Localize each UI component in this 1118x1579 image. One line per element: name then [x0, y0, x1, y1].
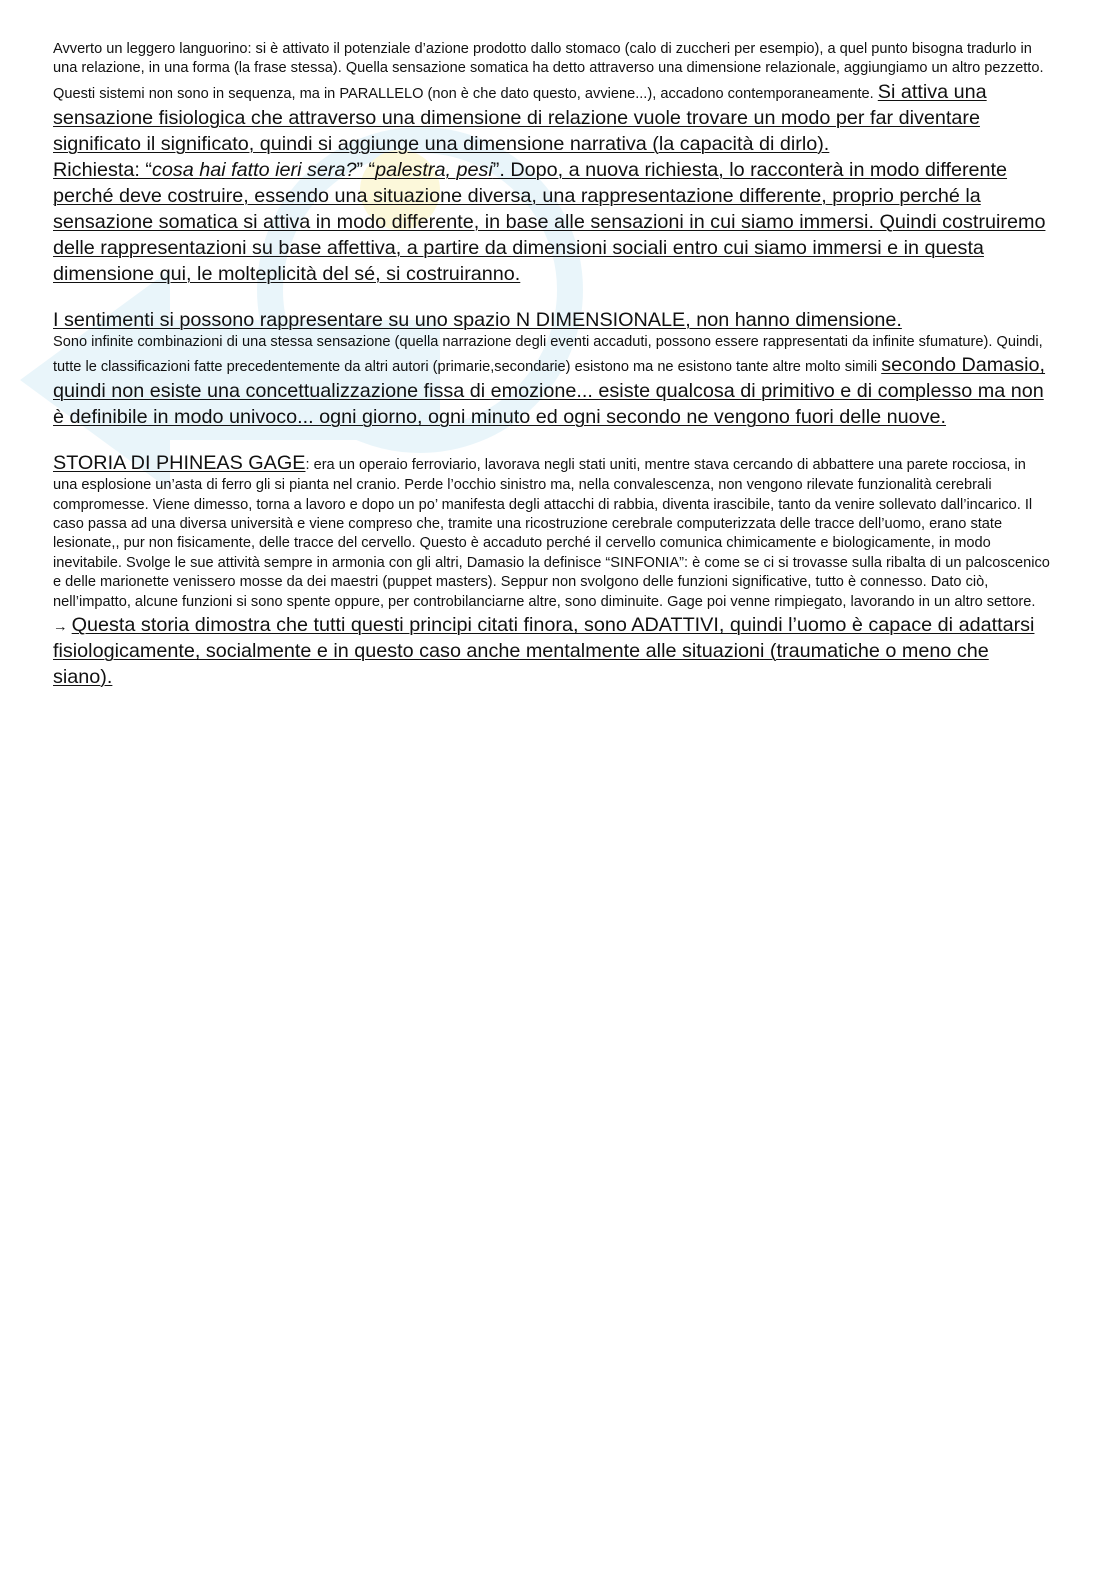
richiesta-rest: ”. Dopo, a nuova richiesta, lo racconterà in modo differente perché deve costruire, essendo una situazione diversa, una rappresentazione differente, proprio perché la sensazione somatica si attiva in modo differente, in base alle sensazioni in cui siamo immersi. Quindi costruiremo delle rappresentazioni su base affettiva, a partire da dimensioni sociali entro cui siamo immersi e in questa dimensione qui, le molteplicità del sé, si costruiranno.	[53, 158, 1046, 285]
paragraph-languorino-highlight: Si attiva una sensazione fisiologica che attraverso una dimensione di relazione vuole trovare un modo per far diventare significato il significato, quindi si aggiunge una dimensione narrativa (la capacità di dirlo).	[53, 80, 987, 155]
sentimenti-text: Sono infinite combinazioni di una stessa sensazione (quella narrazione degli eventi accaduti, possono essere rappresentati da infinite sfumature). Quindi, tutte le classificazioni fatte precedentemente da altri autori (primarie,secondarie) esistono ma ne esistono tante altre molto simili	[53, 333, 1043, 376]
paragraph-languorino	[53, 40, 1053, 157]
phineas-gage-conclusion: Questa storia dimostra che tutti questi principi citati finora, sono ADATTIVI, quindi l’uomo è capace di adattarsi fisiologicamente, socialmente e in questo caso anche mentalmente alle situazioni (traumatiche o meno che siano).	[53, 614, 1035, 689]
paragraph-languorino-text: Avverto un leggero languorino: si è attivato il potenziale d’azione prodotto dallo stomaco (calo di zuccheri per esempio), a quel punto bisogna tradurlo in una relazione, in una forma (la frase stessa). Quella sensazione somatica ha detto attraverso una dimensione relazionale, aggiungiamo un altro pezzetto. Questi sistemi non sono in sequenza, ma in PARALLELO (non è che dato questo, avviene...), accadono contemporaneamente.	[53, 41, 1044, 102]
spacer	[53, 430, 1053, 450]
richiesta-question: cosa hai fatto ieri sera?	[151, 158, 357, 181]
paragraph-phineas-gage	[53, 450, 1053, 690]
paragraph-sentimenti	[53, 307, 1053, 430]
richiesta-lead: Richiesta: “	[53, 158, 152, 181]
richiesta-sep: ” “	[356, 158, 376, 181]
phineas-gage-text: : era un operaio ferroviario, lavorava negli stati uniti, mentre stava cercando di abbattere una parete rocciosa, in una esplosione un’asta di ferro gli si pianta nel cranio. Perde l’occhio sinistro ma, nella convalescenza, non vengono rilevate funzionalità cerebrali compromesse. Viene dimesso, torna a lavoro e dopo un po’ manifesta degli attacchi di rabbia, diventa irascibile, tanto da venire sollevato dall’incarico. Il caso passa ad una diversa università e viene compreso che, tramite una ricostruzione cerebrale computerizzata delle tracce dell’uomo, erano state lesionate,, pur non fisicamente, delle tracce del cervello. Questo è accaduto perché il cervello comunica chimicamente e biologicamente, in modo inevitabile. Svolge le sue attività sempre in armonia con gli altri, Damasio la definisce “SINFONIA”: è come se ci si trovasse sulla ribalta di un palcoscenico e delle marionette venissero mosse da dei maestri (puppet masters). Seppur non svolgono delle funzioni significative, tutto è connesso. Dato ciò, nell’impatto, alcune funzioni si sono spente oppure, per controbilanciarne altre, sono diminuite. Gage poi venne rimpiegato, lavorando in un altro settore. →	[53, 457, 1050, 636]
sentimenti-heading: I sentimenti si possono rappresentare su uno spazio N DIMENSIONALE, non hanno dimensione.	[53, 308, 902, 331]
document-page	[53, 40, 1053, 690]
richiesta-answer: palestra, pesi	[375, 158, 493, 181]
sentimenti-highlight: secondo Damasio, quindi non esiste una concettualizzazione fissa di emozione... esiste qualcosa di primitivo e di complesso ma non è definibile in modo univoco... ogni giorno, ogni minuto ed ogni secondo ne vengono fuori delle nuove.	[53, 354, 1046, 429]
phineas-gage-title: STORIA DI PHINEAS GAGE	[53, 452, 306, 475]
paragraph-richiesta	[53, 157, 1053, 287]
spacer	[53, 287, 1053, 307]
